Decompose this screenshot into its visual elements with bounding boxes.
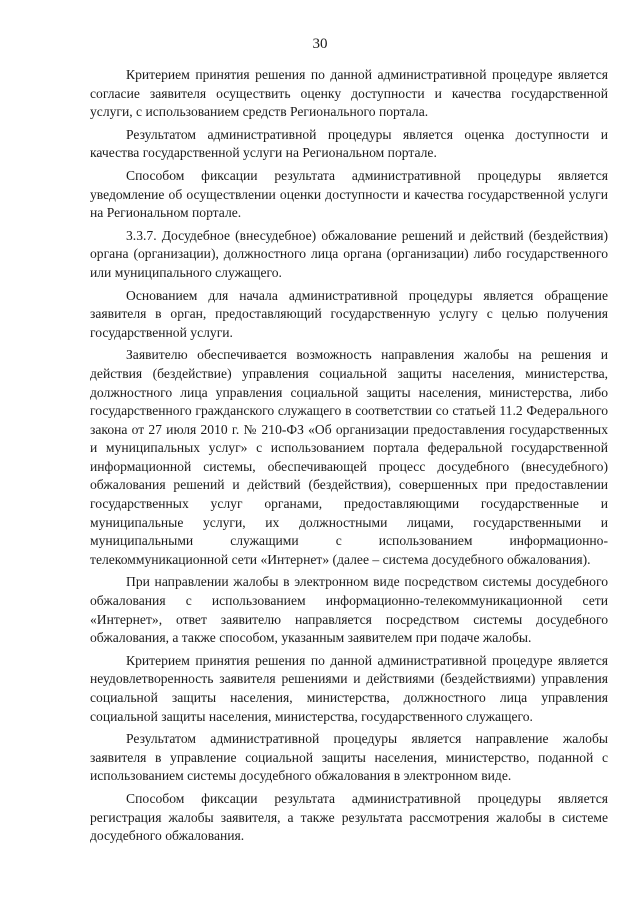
paragraph-9: Результатом административной процедуры является направление жалобы заявителя в управление социальной защиты населения, министерство, поданной с использованием системы досудебного обжалования в электронном виде. (90, 731, 608, 784)
paragraph-5: Основанием для начала административной процедуры является обращение заявителя в орган, предоставляющий государственную услугу с целью получения государственной услуги. (90, 287, 608, 340)
paragraph-3: Способом фиксации результата административной процедуры является уведомление об осуществлении оценки доступности и качества государственной услуги на Региональном портале. (90, 167, 608, 221)
page-number: 30 (312, 36, 328, 52)
paragraph-10: Способом фиксации результата административной процедуры является регистрация жалобы заявителя, а также результата рассмотрения жалобы в системе досудебного обжалования. (90, 790, 608, 844)
paragraph-1: Критерием принятия решения по данной административной процедуре является согласие заявителя осуществить оценку доступности и качества государственной услуги, с использованием средств Регионального портала. (90, 67, 608, 120)
paragraph-6: Заявителю обеспечивается возможность направления жалобы на решения и действия (бездействие) управления социальной защиты населения, министерства, должностного лица управления социальной защиты населения, министерства, либо государственного гражданского служащего в соответствии со статьей 11.2 Федерального закона от 27 июля 2010 г. № 210-ФЗ «Об организации предоставления государственных и муниципальных услуг» с использованием портала федеральной государственной информационной системы, обеспечивающей процесс досудебного (внесудебного) обжалования решений и действий (бездействия), совершенных при предоставлении государственных услуг органами, предоставляющими государственные и муниципальные услуги, их должностными лицами, государственными и муниципальными служащими с использованием информационно-телекоммуникационной сети «Интернет» (далее – система досудебного обжалования). (90, 347, 608, 567)
paragraph-8: Критерием принятия решения по данной административной процедуре является неудовлетворенность заявителя решениями и действиями (бездействиями) управления социальной защиты населения, министерства, должностного лица управления социальной защиты населения, министерства, государственного служащего. (90, 652, 608, 724)
paragraph-7: При направлении жалобы в электронном виде посредством системы досудебного обжалования с использованием информационно-телекоммуникационной сети «Интернет», ответ заявителю направляется посредством системы досудебного обжалования, а также способом, указанным заявителем при подаче жалобы. (90, 574, 608, 646)
paragraph-4: 3.3.7. Досудебное (внесудебное) обжалование решений и действий (бездействия) органа (организации), должностного лица органа (организации) либо государственного или муниципального служащего. (90, 227, 608, 280)
document-body (90, 66, 608, 850)
paragraph-2: Результатом административной процедуры является оценка доступности и качества государственной услуги на Региональном портале. (90, 126, 608, 161)
